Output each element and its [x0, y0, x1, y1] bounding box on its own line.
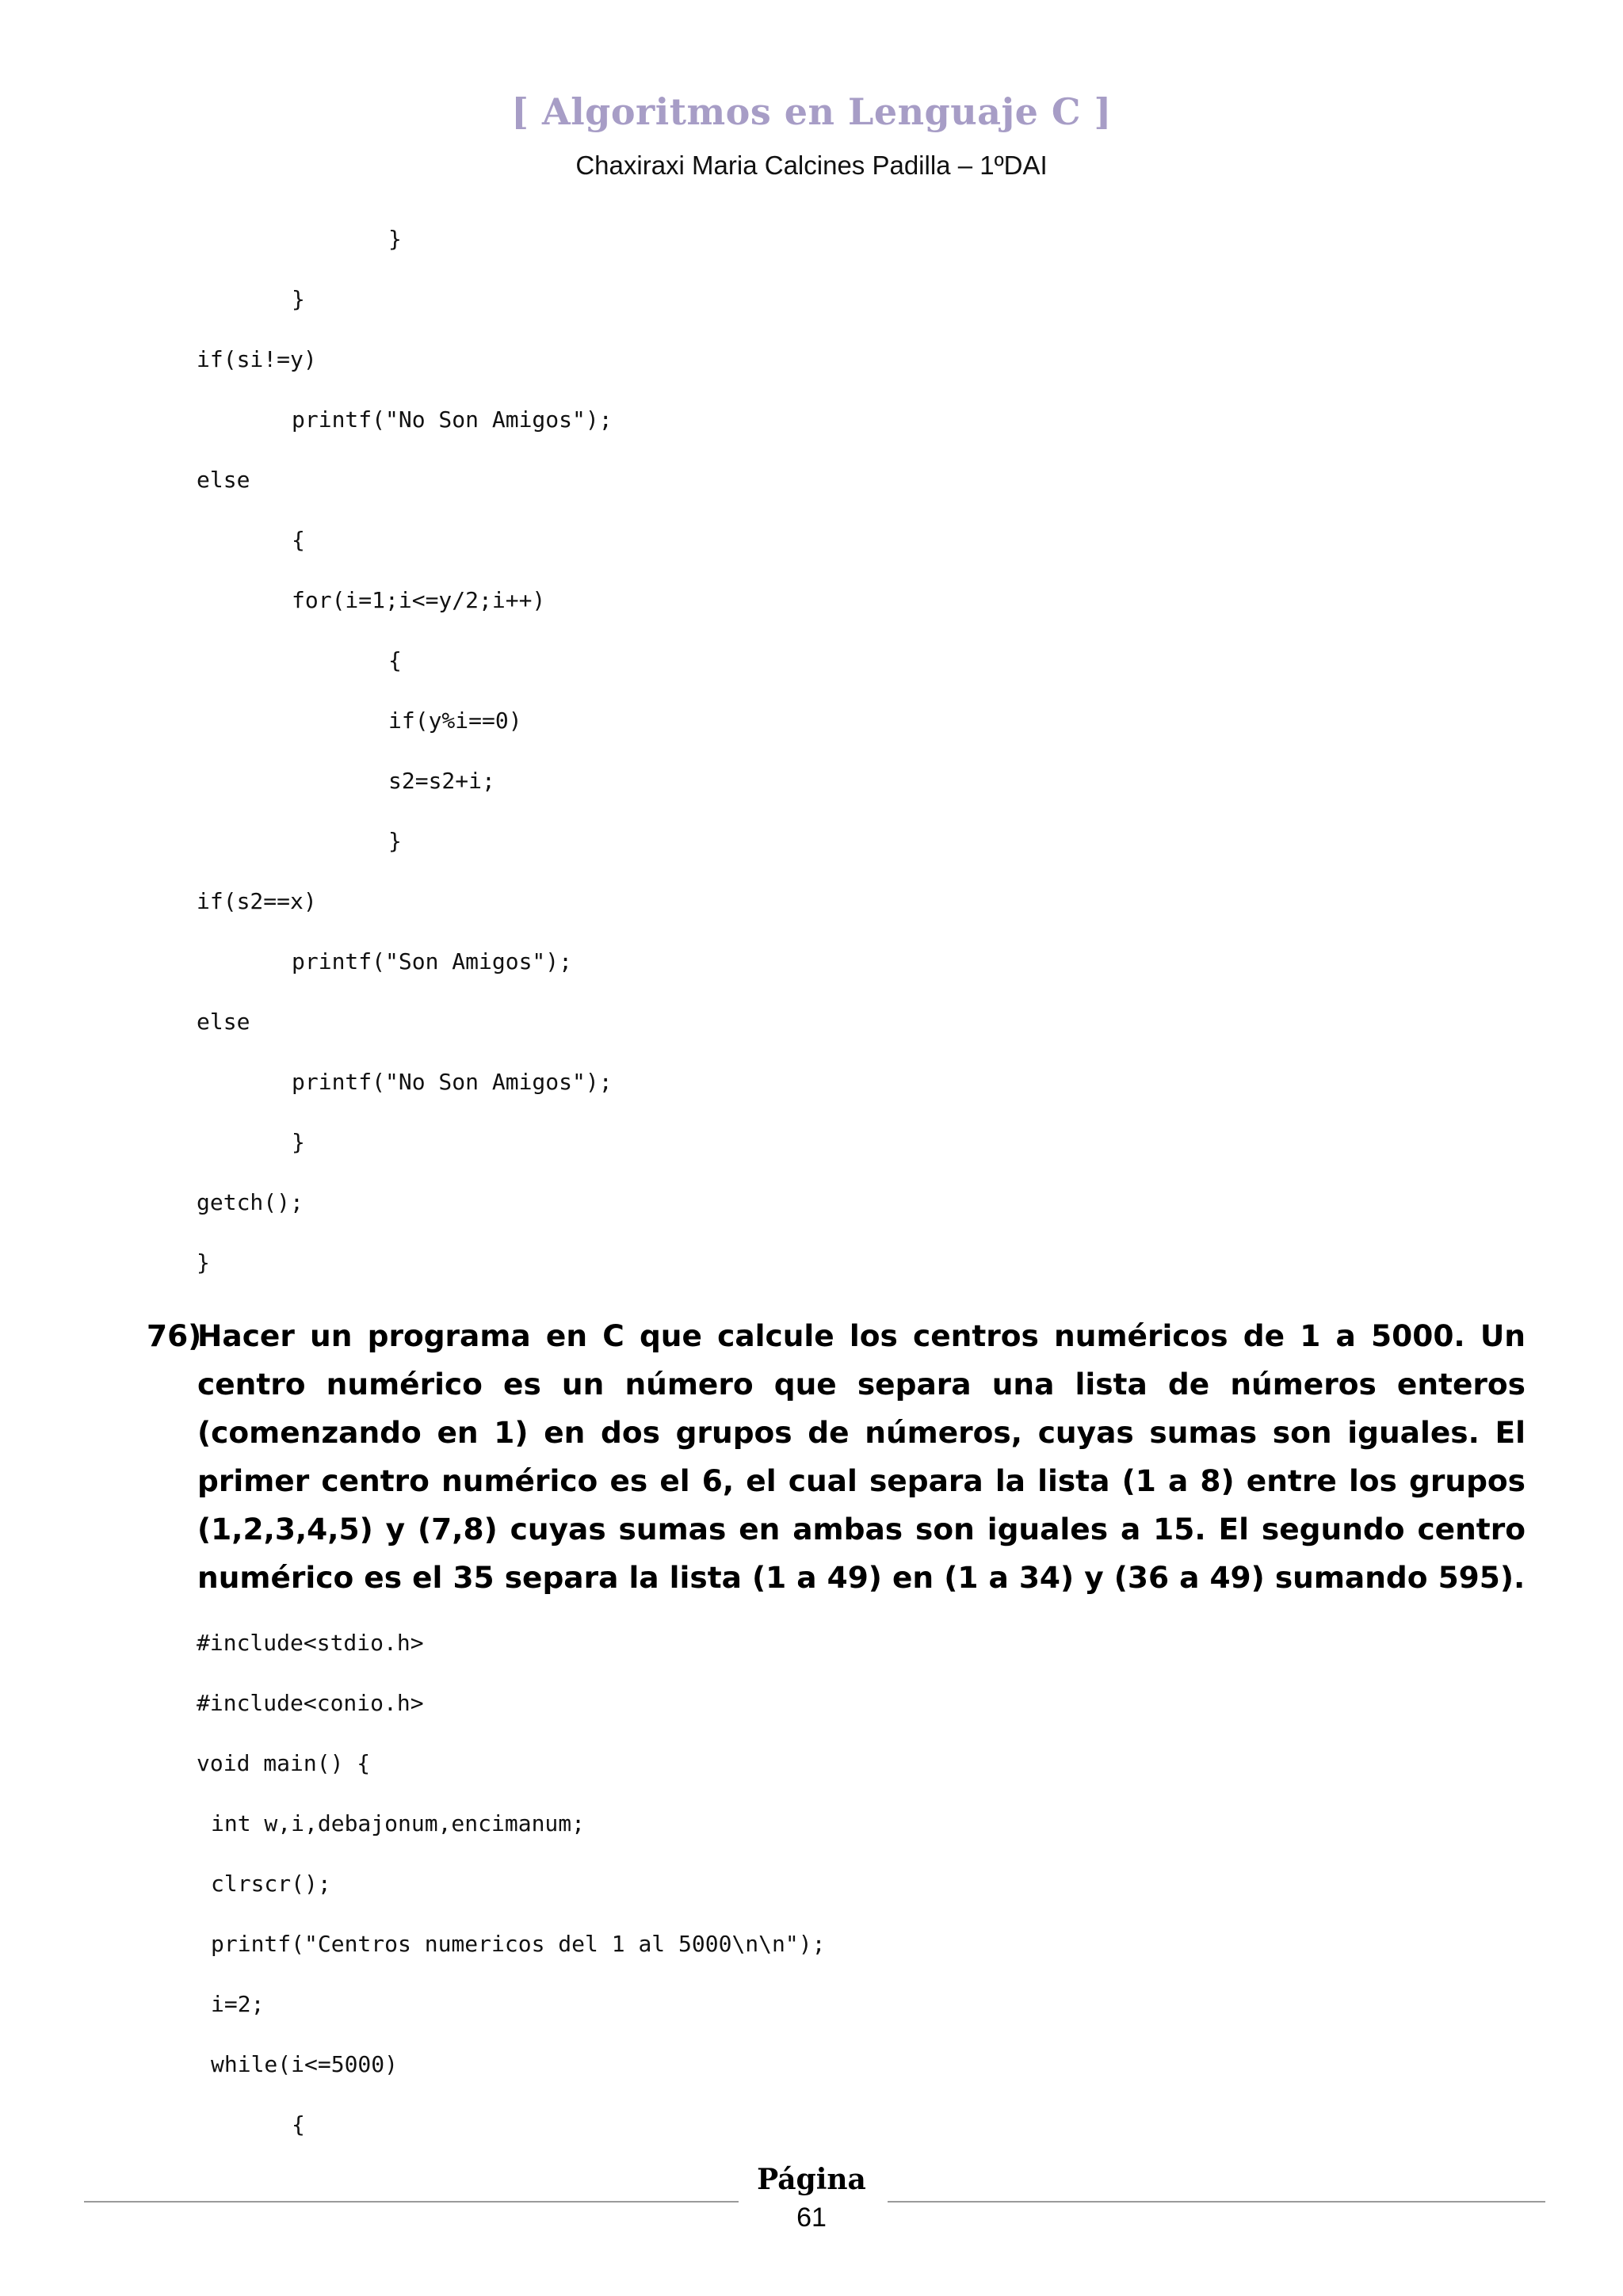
- exercise-text: Hacer un programa en C que calcule los centros numéricos de 1 a 5000. Un centro numérico es un número que separa una lista de números enteros (comenzando en 1) en dos grupos de números, cuyas sumas son iguales. El primer centro numérico es el 6, el cual separa la lista (1 a 8) entre los grupos (1,2,3,4,5) y (7,8) cuyas sumas en ambas son iguales a 15. El segundo centro numérico es el 35 separa la lista (1 a 49) en (1 a 34) y (36 a 49) sumando 595).: [197, 1318, 1526, 1595]
- header-title: [ Algoritmos en Lenguaje C ]: [511, 90, 1112, 133]
- code-line: {: [388, 647, 402, 673]
- code-line: clrscr();: [211, 1871, 331, 1897]
- code-line: #include<stdio.h>: [197, 1630, 424, 1656]
- code-line: while(i<=5000): [211, 2051, 399, 2077]
- code-line: if(y%i==0): [388, 707, 522, 734]
- code-line: if(s2==x): [197, 888, 317, 914]
- code-line: getch();: [197, 1189, 304, 1215]
- code-line: }: [292, 1129, 305, 1155]
- code-line: if(si!=y): [197, 346, 317, 372]
- exercise-number: 76): [147, 1318, 202, 1353]
- code-line: {: [292, 2111, 305, 2138]
- code-line: for(i=1;i<=y/2;i++): [292, 587, 546, 613]
- code-line: printf("No Son Amigos");: [292, 406, 613, 433]
- code-line: int w,i,debajonum,encimanum;: [211, 1810, 586, 1836]
- code-line: else: [197, 467, 250, 493]
- footer-page-number: 61: [796, 2203, 827, 2233]
- exercise-statement: [147, 1312, 1526, 1602]
- code-line: i=2;: [211, 1991, 265, 2017]
- code-line: void main() {: [197, 1750, 371, 1776]
- code-line: printf("No Son Amigos");: [292, 1069, 613, 1095]
- header-author: Chaxiraxi Maria Calcines Padilla – 1ºDAI: [575, 151, 1048, 180]
- code-line: }: [197, 1249, 210, 1276]
- code-line: else: [197, 1009, 250, 1035]
- code-line: printf("Son Amigos");: [292, 948, 573, 974]
- code-line: {: [292, 527, 305, 553]
- code-line: s2=s2+i;: [388, 768, 495, 794]
- code-line: }: [388, 828, 402, 854]
- code-line: #include<conio.h>: [197, 1690, 424, 1716]
- code-line: printf("Centros numericos del 1 al 5000\n\n");: [211, 1931, 826, 1957]
- code-line: }: [388, 226, 402, 252]
- footer-page-label: Página: [757, 2163, 866, 2196]
- code-line: }: [292, 286, 305, 312]
